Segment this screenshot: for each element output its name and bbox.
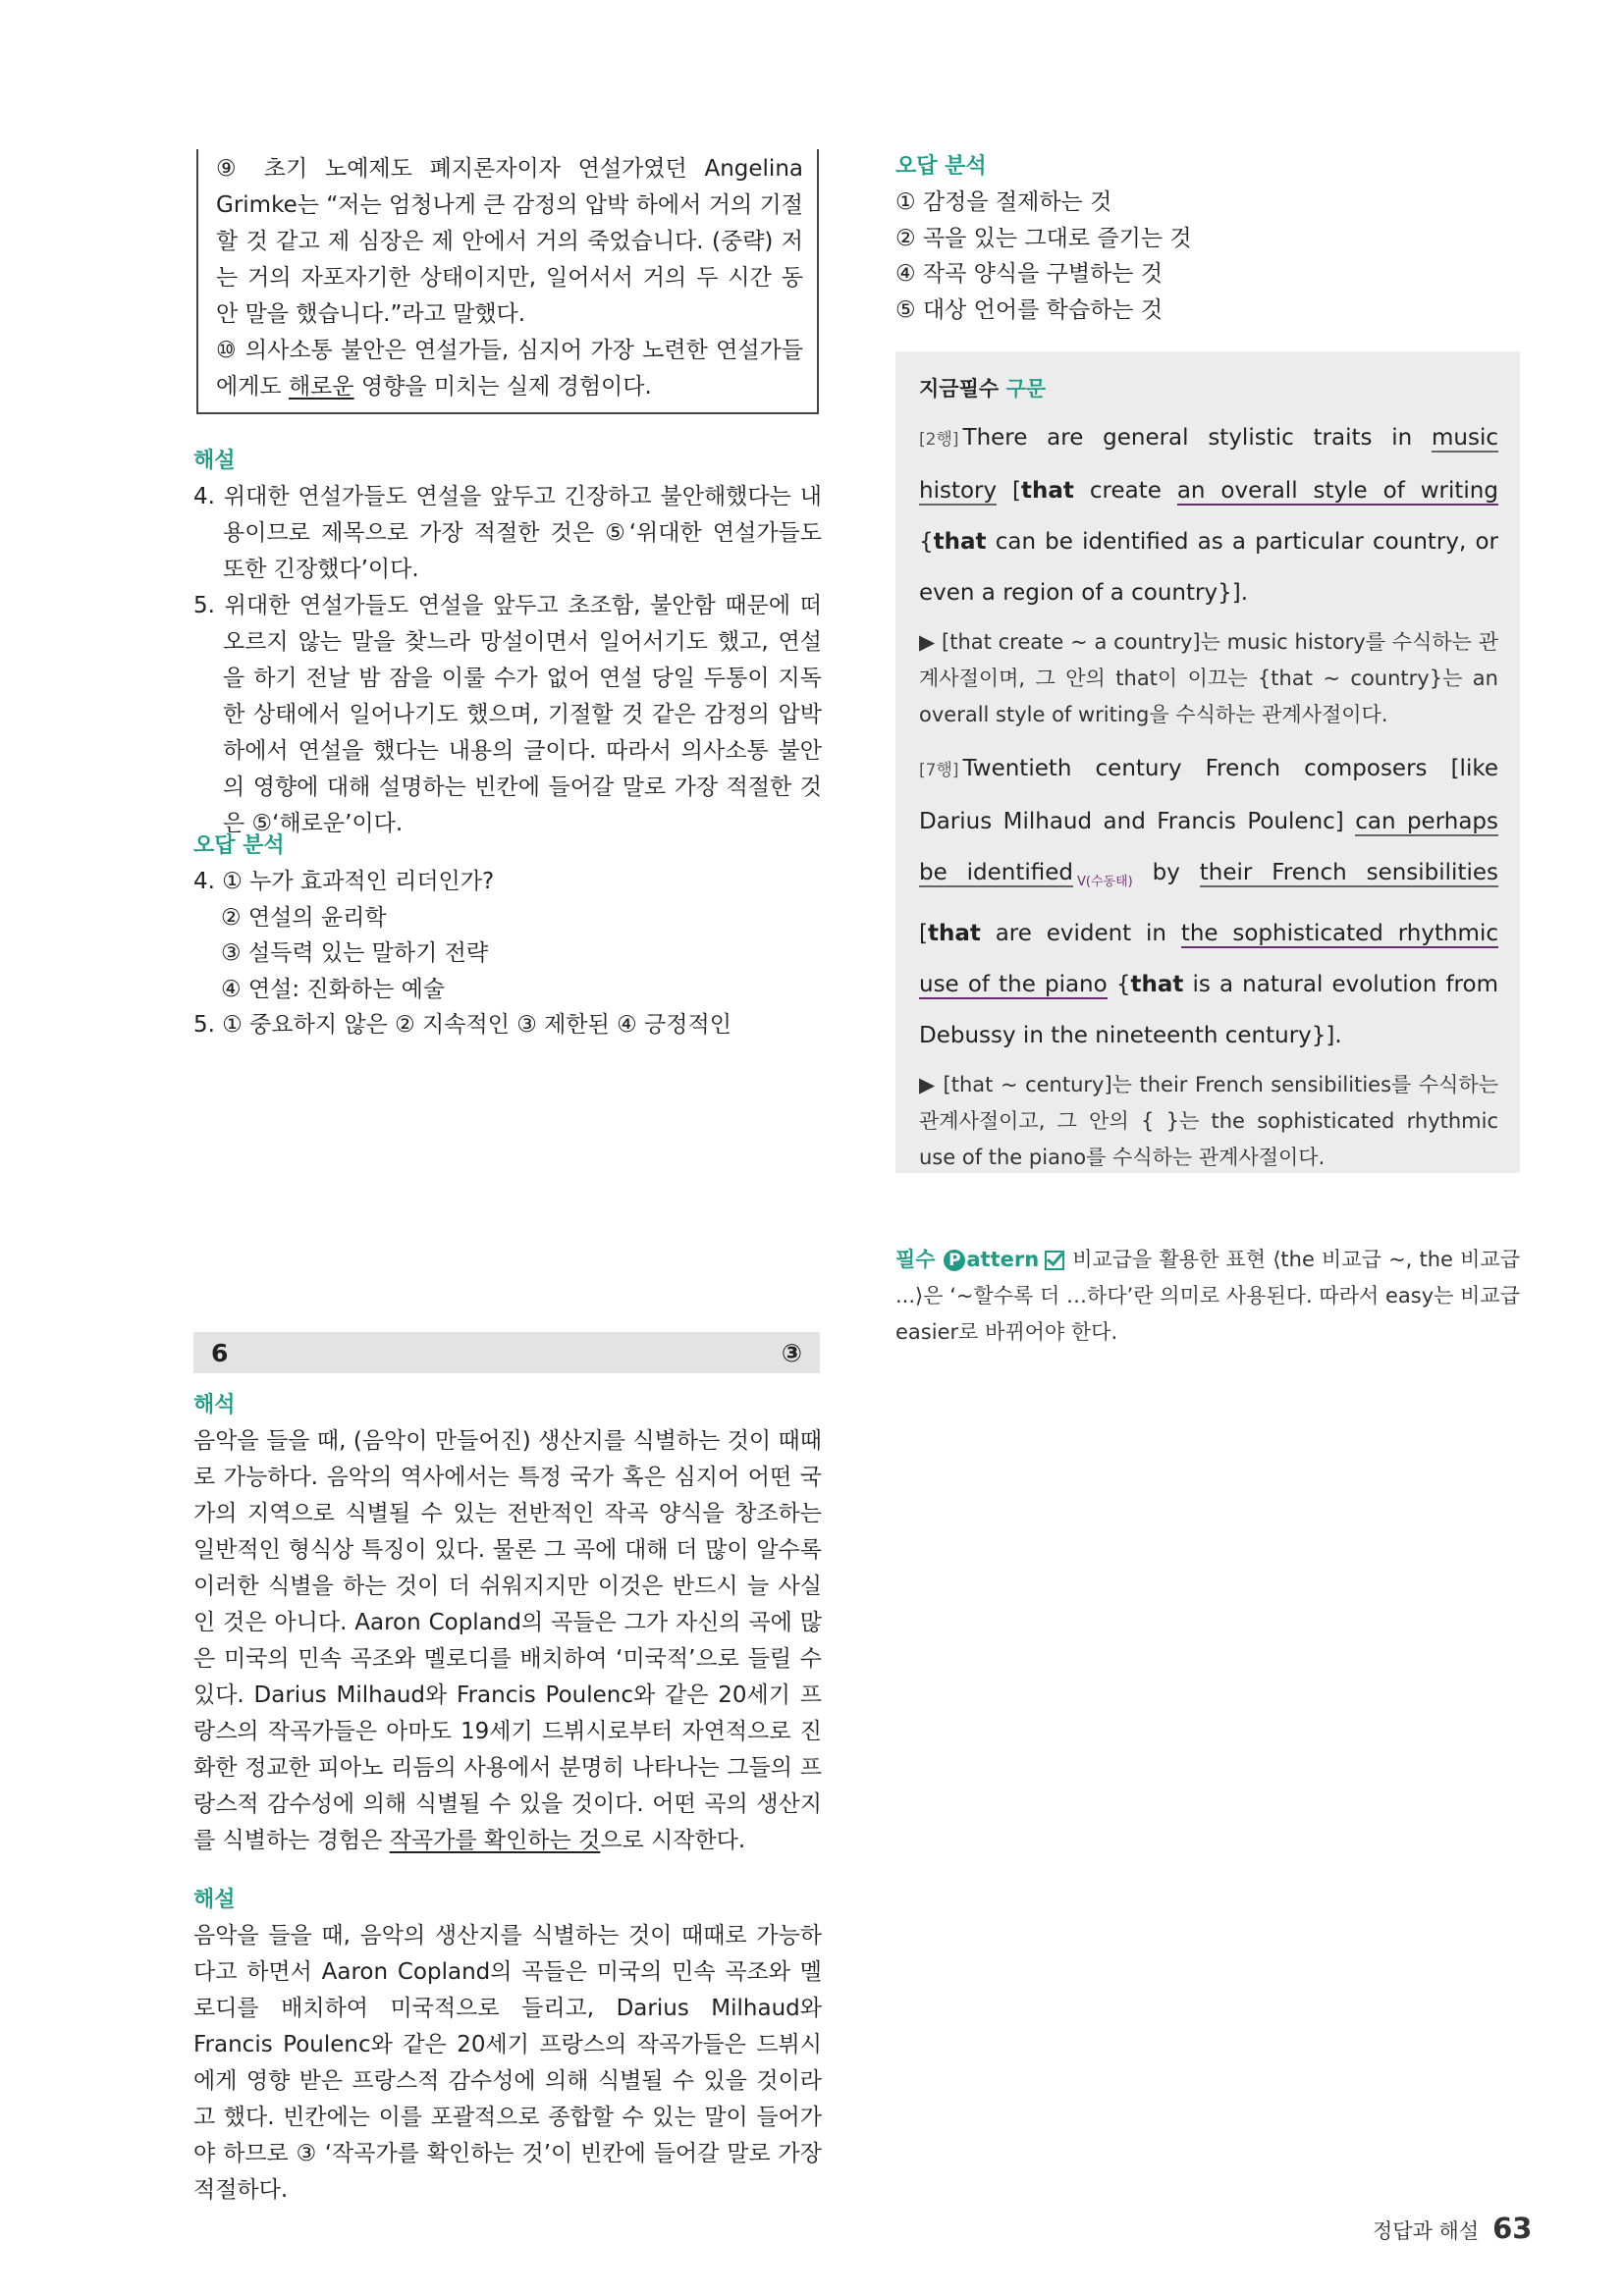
grammar-title-b: 구문 (1005, 377, 1047, 400)
haeseol-2-text: 음악을 들을 때, 음악의 생산지를 식별하는 것이 때때로 가능하다고 하면서 Aaron Copland의 곡들은 미국의 민속 곡조와 멜로디를 배치하여 미국적으로 들리고, Darius Milhaud와 Francis Poulenc와 같은 20세기 프랑스의 작곡가들은 드뷔시에게 영향 받은 프랑스적 감수성에 의해 식별될 수 있을 것이라고 했다. 빈칸에는 이를 포괄적으로 종합할 수 있는 말이 들어가야 하므로 ③ ‘작곡가를 확인하는 것’이 빈칸에 들어갈 말로 가장 적절하다. (193, 1923, 822, 2203)
pattern-note (895, 1242, 1520, 1351)
passage-p9: ⑨ 초기 노예제도 폐지론자이자 연설가였던 Angelina Grimke는 “저는 엄청나게 큰 감정의 압박 하에서 거의 기절할 것 같고 제 심장은 제 안에서 거의 죽었습니다. (중략) 저는 거의 자포자기한 상태이지만, 일어서서 거의 두 시간 동안 말을 했습니다.”라고 말했다. (216, 156, 803, 327)
haeseol-item-4: 4. 위대한 연설가들도 연설을 앞두고 긴장하고 불안해했다는 내용이므로 제목으로 가장 적절한 것은 ⑤‘위대한 연설가들도 또한 긴장했다’이다. (193, 484, 822, 582)
haeseok-text-pre: 음악을 들을 때, (음악이 만들어진) 생산지를 식별하는 것이 때때로 가능하다. 음악의 역사에서는 특정 국가 혹은 심지어 어떤 국가의 지역으로 식별될 수 있는 전반적인 작곡 양식을 창조하는 일반적인 형식상 특징이 있다. 물론 그 곡에 대해 더 많이 알수록 이러한 식별을 하는 것이 더 쉬워지지만 이것은 반드시 늘 사실인 것은 아니다. Aaron Copland의 곡들은 그가 자신의 곡에 많은 미국의 민속 곡조와 멜로디를 배치하여 ‘미국적’으로 들릴 수 있다. Darius Milhaud와 Francis Poulenc와 같은 20세기 프랑스의 작곡가들은 아마도 19세기 드뷔시로부터 자연적으로 진화한 정교한 피아노 리듬의 사용에서 분명히 나타나는 그들의 프랑스적 감수성에 의해 식별될 수 있을 것이다. 어떤 곡의 생산지를 식별하는 경험은 (193, 1428, 822, 1853)
line-tag: [2행] (919, 430, 959, 450)
haeseol-section-1 (193, 444, 822, 842)
haeseok-text-underlined: 작곡가를 확인하는 것 (389, 1828, 601, 1853)
odap-line: 4. ① 누가 효과적인 리더인가? (193, 869, 495, 894)
haeseok-label: 해석 (193, 1393, 236, 1417)
odap-line: ③ 설득력 있는 말하기 전략 (221, 940, 489, 966)
pattern-badge-a: 필수 (895, 1248, 936, 1271)
verb-label: V(수동태) (1077, 874, 1133, 889)
s2-text: is a natural evolution from Debussy in the nineteenth century}]. (919, 971, 1498, 1048)
s2-verb: can perhaps be identified (919, 809, 1498, 885)
s1-text: [ (997, 478, 1022, 504)
odap-label: 오답 분석 (193, 833, 285, 858)
footer-label: 정답과 해설 (1373, 2219, 1480, 2243)
odap-section-right (895, 149, 1524, 328)
passage-p10-pre: ⑩ 의사소통 불안은 연설가들, 심지어 가장 노련한 연설가들에게도 (216, 338, 803, 400)
s1-relative-1: that (1021, 478, 1074, 504)
s2-antecedent-2: the sophisticated rhythmic use of the piano (919, 920, 1498, 997)
odap-line: ② 연설의 윤리학 (221, 904, 387, 931)
s2-text: by (1132, 860, 1200, 885)
haeseol-label: 해설 (193, 1888, 236, 1912)
haeseok-text-post: 으로 시작한다. (600, 1828, 746, 1853)
odap-line: ④ 연설: 진화하는 예술 (221, 976, 446, 1002)
question-6-header (193, 1332, 820, 1373)
passage-p10-post: 영향을 미치는 실제 경험이다. (353, 374, 652, 400)
s2-text: [ (919, 920, 928, 946)
s2-relative-1: that (927, 920, 981, 946)
line-tag: [7행] (919, 761, 959, 780)
s2-antecedent-1: their French sensibilities (1199, 860, 1498, 885)
page-footer (1373, 2212, 1532, 2245)
pattern-badge-b: attern (966, 1248, 1040, 1271)
passage-p10 (216, 333, 803, 405)
s1-antecedent-2: an overall style of writing (1176, 478, 1498, 504)
grammar-title-a: 지금필수 (919, 377, 1000, 400)
odap-line: 5. ① 중요하지 않은 ② 지속적인 ③ 제한된 ④ 긍정적인 (193, 1012, 731, 1038)
grammar-note-2: ▶ [that ~ century]는 their French sensibilities를 수식하는 관계사절이고, 그 안의 { }는 the sophisticated rhythmic use of the piano를 수식하는 관계사절이다. (919, 1072, 1498, 1169)
haeseol-item-5: 5. 위대한 연설가들도 연설을 앞두고 초조함, 불안함 때문에 떠오르지 않는 말을 찾느라 망설이면서 일어서기도 했고, 연설을 하기 전날 밤 잠을 이룰 수가 없어 연설 당일 두통이 지독한 상태에서 일어나기도 했으며, 기절할 것 같은 감정의 압박 하에서 연설을 했다는 내용의 글이다. 따라서 의사소통 불안의 영향에 대해 설명하는 빈칸에 들어갈 말로 가장 적절한 것은 ⑤‘해로운’이다. (193, 593, 822, 836)
s1-text: There are general stylistic traits in (962, 425, 1432, 451)
grammar-sentence-2 (919, 743, 1498, 1061)
grammar-note-1: ▶ [that create ~ a country]는 music history를 수식하는 관계사절이며, 그 안의 that이 이끄는 {that ~ country}는 an overall style of writing을 수식하는 관계사절이다. (919, 630, 1498, 726)
odap-label: 오답 분석 (895, 154, 987, 179)
page-number: 63 (1492, 2212, 1533, 2245)
haeseok-section (193, 1388, 822, 1859)
s1-text: { (919, 529, 934, 555)
odap-line: ④ 작곡 양식을 구별하는 것 (895, 261, 1164, 287)
s2-relative-2: that (1130, 971, 1184, 997)
pattern-text: 비교급을 활용한 표현 ⟨the 비교급 ~, the 비교급 ...⟩은 ‘~할수록 더 …하다’란 의미로 사용된다. 따라서 easy는 비교급 easier로 바뀌어야 한다. (895, 1248, 1520, 1344)
s1-text: can be identified as a particular country, or even a region of a country}]. (919, 529, 1498, 606)
passage-box (196, 149, 819, 414)
grammar-box (895, 351, 1520, 1173)
question-answer: ③ (781, 1338, 802, 1367)
s1-text: create (1073, 478, 1177, 504)
haeseok-text (193, 1423, 822, 1859)
check-icon (1045, 1251, 1064, 1270)
s1-relative-2: that (933, 529, 987, 555)
s2-text: are evident in (980, 920, 1181, 946)
s2-text: Twentieth century French composers [like Darius Milhaud and Francis Poulenc] (919, 756, 1498, 834)
odap-section-left (193, 828, 822, 1043)
pattern-badge (895, 1248, 1039, 1271)
odap-line: ⑤ 대상 언어를 학습하는 것 (895, 296, 1164, 323)
s2-text: { (1107, 971, 1131, 997)
pattern-p-icon: P (944, 1250, 965, 1271)
grammar-title (919, 365, 1498, 412)
grammar-sentence-1 (919, 412, 1498, 618)
question-number: 6 (211, 1338, 229, 1367)
haeseol-section-2 (193, 1883, 822, 2209)
s1-antecedent-1: music history (919, 425, 1498, 504)
odap-line: ② 곡을 있는 그대로 즐기는 것 (895, 225, 1192, 251)
passage-p10-underlined: 해로운 (288, 374, 354, 400)
haeseol-label: 해설 (193, 449, 236, 473)
odap-line: ① 감정을 절제하는 것 (895, 189, 1112, 215)
